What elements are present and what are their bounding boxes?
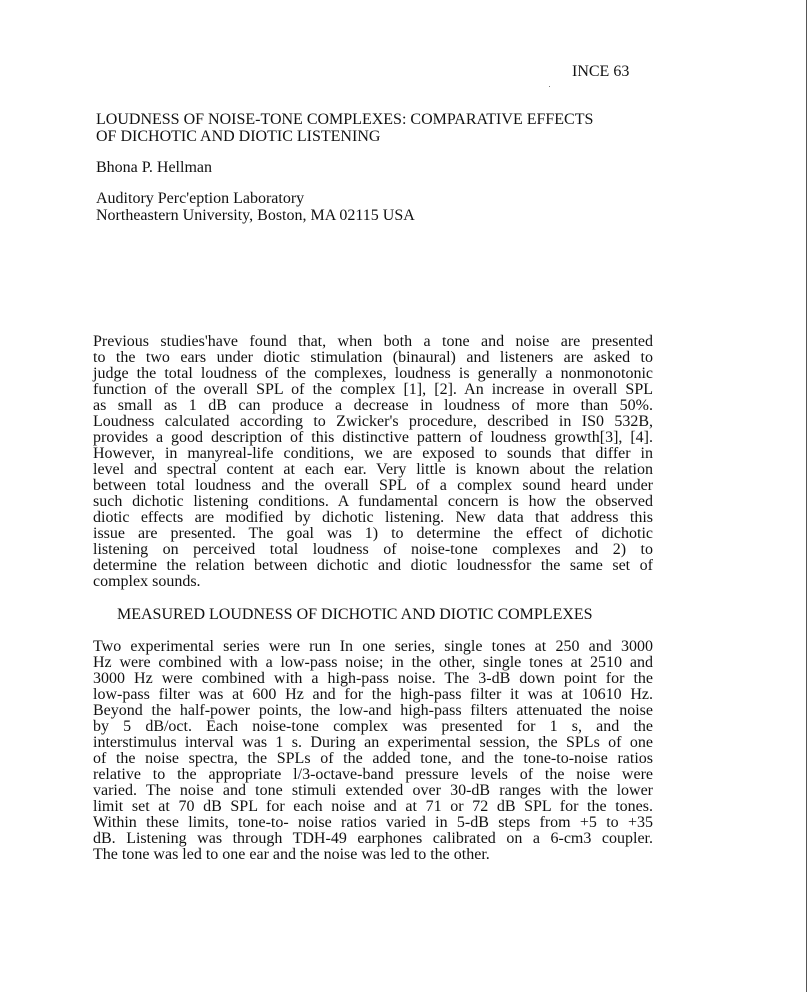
- paragraph-line: judge the total loudness of the complexes, loudness is generally a nonmonotonic: [93, 365, 653, 382]
- paragraph-line: Two experimental series were run In one series, single tones at 250 and 3000: [93, 638, 653, 655]
- paper-title-line: LOUDNESS OF NOISE-TONE COMPLEXES: COMPARATIVE EFFECTS: [96, 111, 594, 128]
- paragraph-line: such dichotic listening conditions. A fundamental concern is how the observed: [93, 493, 653, 510]
- section-heading: MEASURED LOUDNESS OF DICHOTIC AND DIOTIC COMPLEXES: [117, 606, 593, 623]
- paragraph-line: level and spectral content at each ear. Very little is known about the relation: [93, 461, 653, 478]
- paragraph-line: interstimulus interval was 1 s. During an experimental session, the SPLs of one: [93, 734, 653, 751]
- paragraph-line: as small as 1 dB can produce a decrease in loudness of more than 50%.: [93, 397, 653, 414]
- paragraph-line: listening on perceived total loudness of noise-tone complexes and 2) to: [93, 541, 653, 558]
- paragraph-line: Hz were combined with a low-pass noise; in the other, single tones at 2510 and: [93, 654, 653, 671]
- paragraph-line: low-pass filter was at 600 Hz and for the high-pass filter it was at 10610 Hz.: [93, 686, 653, 703]
- paragraph-line: The tone was led to one ear and the noise was led to the other.: [93, 846, 490, 863]
- paragraph-line: by 5 dB/oct. Each noise-tone complex was presented for 1 s, and the: [93, 718, 653, 735]
- affiliation-line: Northeastern University, Boston, MA 02115 USA: [96, 207, 415, 224]
- page-edge-rule: [806, 0, 807, 992]
- paragraph-line: between total loudness and the overall SPL of a complex sound heard under: [93, 477, 653, 494]
- author-affiliation: [96, 190, 415, 224]
- paragraph-line: diotic effects are modified by dichotic listening. New data that address this: [93, 509, 653, 526]
- paragraph-line: provides a good description of this distinctive pattern of loudness growth[3], [4].: [93, 429, 653, 446]
- paragraph-line: issue are presented. The goal was 1) to determine the effect of dichotic: [93, 525, 653, 542]
- author-name: Bhona P. Hellman: [96, 159, 212, 176]
- paragraph-line: Previous studies'have found that, when both a tone and noise are presented: [93, 333, 653, 350]
- paragraph-line: complex sounds.: [93, 573, 201, 590]
- paragraph-line: of the noise spectra, the SPLs of the added tone, and the tone-to-noise ratios: [93, 750, 653, 767]
- scan-speck: [549, 86, 550, 87]
- paragraph-line: to the two ears under diotic stimulation (binaural) and listeners are asked to: [93, 349, 653, 366]
- paragraph-line: function of the overall SPL of the complex [1], [2]. An increase in overall SPL: [93, 381, 653, 398]
- paragraph-line: varied. The noise and tone stimuli extended over 30-dB ranges with the lower: [93, 782, 653, 799]
- paper-title: [96, 111, 656, 145]
- methods-paragraph: [93, 639, 653, 863]
- paragraph-line: 3000 Hz were combined with a high-pass noise. The 3-dB down point for the: [93, 670, 653, 687]
- paragraph-line: Loudness calculated according to Zwicker's procedure, described in IS0 532B,: [93, 413, 653, 430]
- affiliation-line: Auditory Perc'eption Laboratory: [96, 190, 305, 207]
- paper-title-line: OF DICHOTIC AND DIOTIC LISTENING: [96, 128, 381, 145]
- introduction-paragraph: [93, 334, 653, 590]
- paragraph-line: relative to the appropriate l/3-octave-band pressure levels of the noise were: [93, 766, 653, 783]
- paragraph-line: However, in manyreal-life conditions, we are exposed to sounds that differ in: [93, 445, 653, 462]
- paragraph-line: dB. Listening was through TDH-49 earphones calibrated on a 6-cm3 coupler.: [93, 830, 653, 847]
- paragraph-line: determine the relation between dichotic and diotic loudnessfor the same set of: [93, 557, 653, 574]
- paragraph-line: Beyond the half-power points, the low-and high-pass filters attenuated the noise: [93, 702, 653, 719]
- paragraph-line: limit set at 70 dB SPL for each noise and at 71 or 72 dB SPL for the tones.: [93, 798, 653, 815]
- page-header: INCE 63: [572, 63, 630, 80]
- paragraph-line: Within these limits, tone-to- noise ratios varied in 5-dB steps from +5 to +35: [93, 814, 653, 831]
